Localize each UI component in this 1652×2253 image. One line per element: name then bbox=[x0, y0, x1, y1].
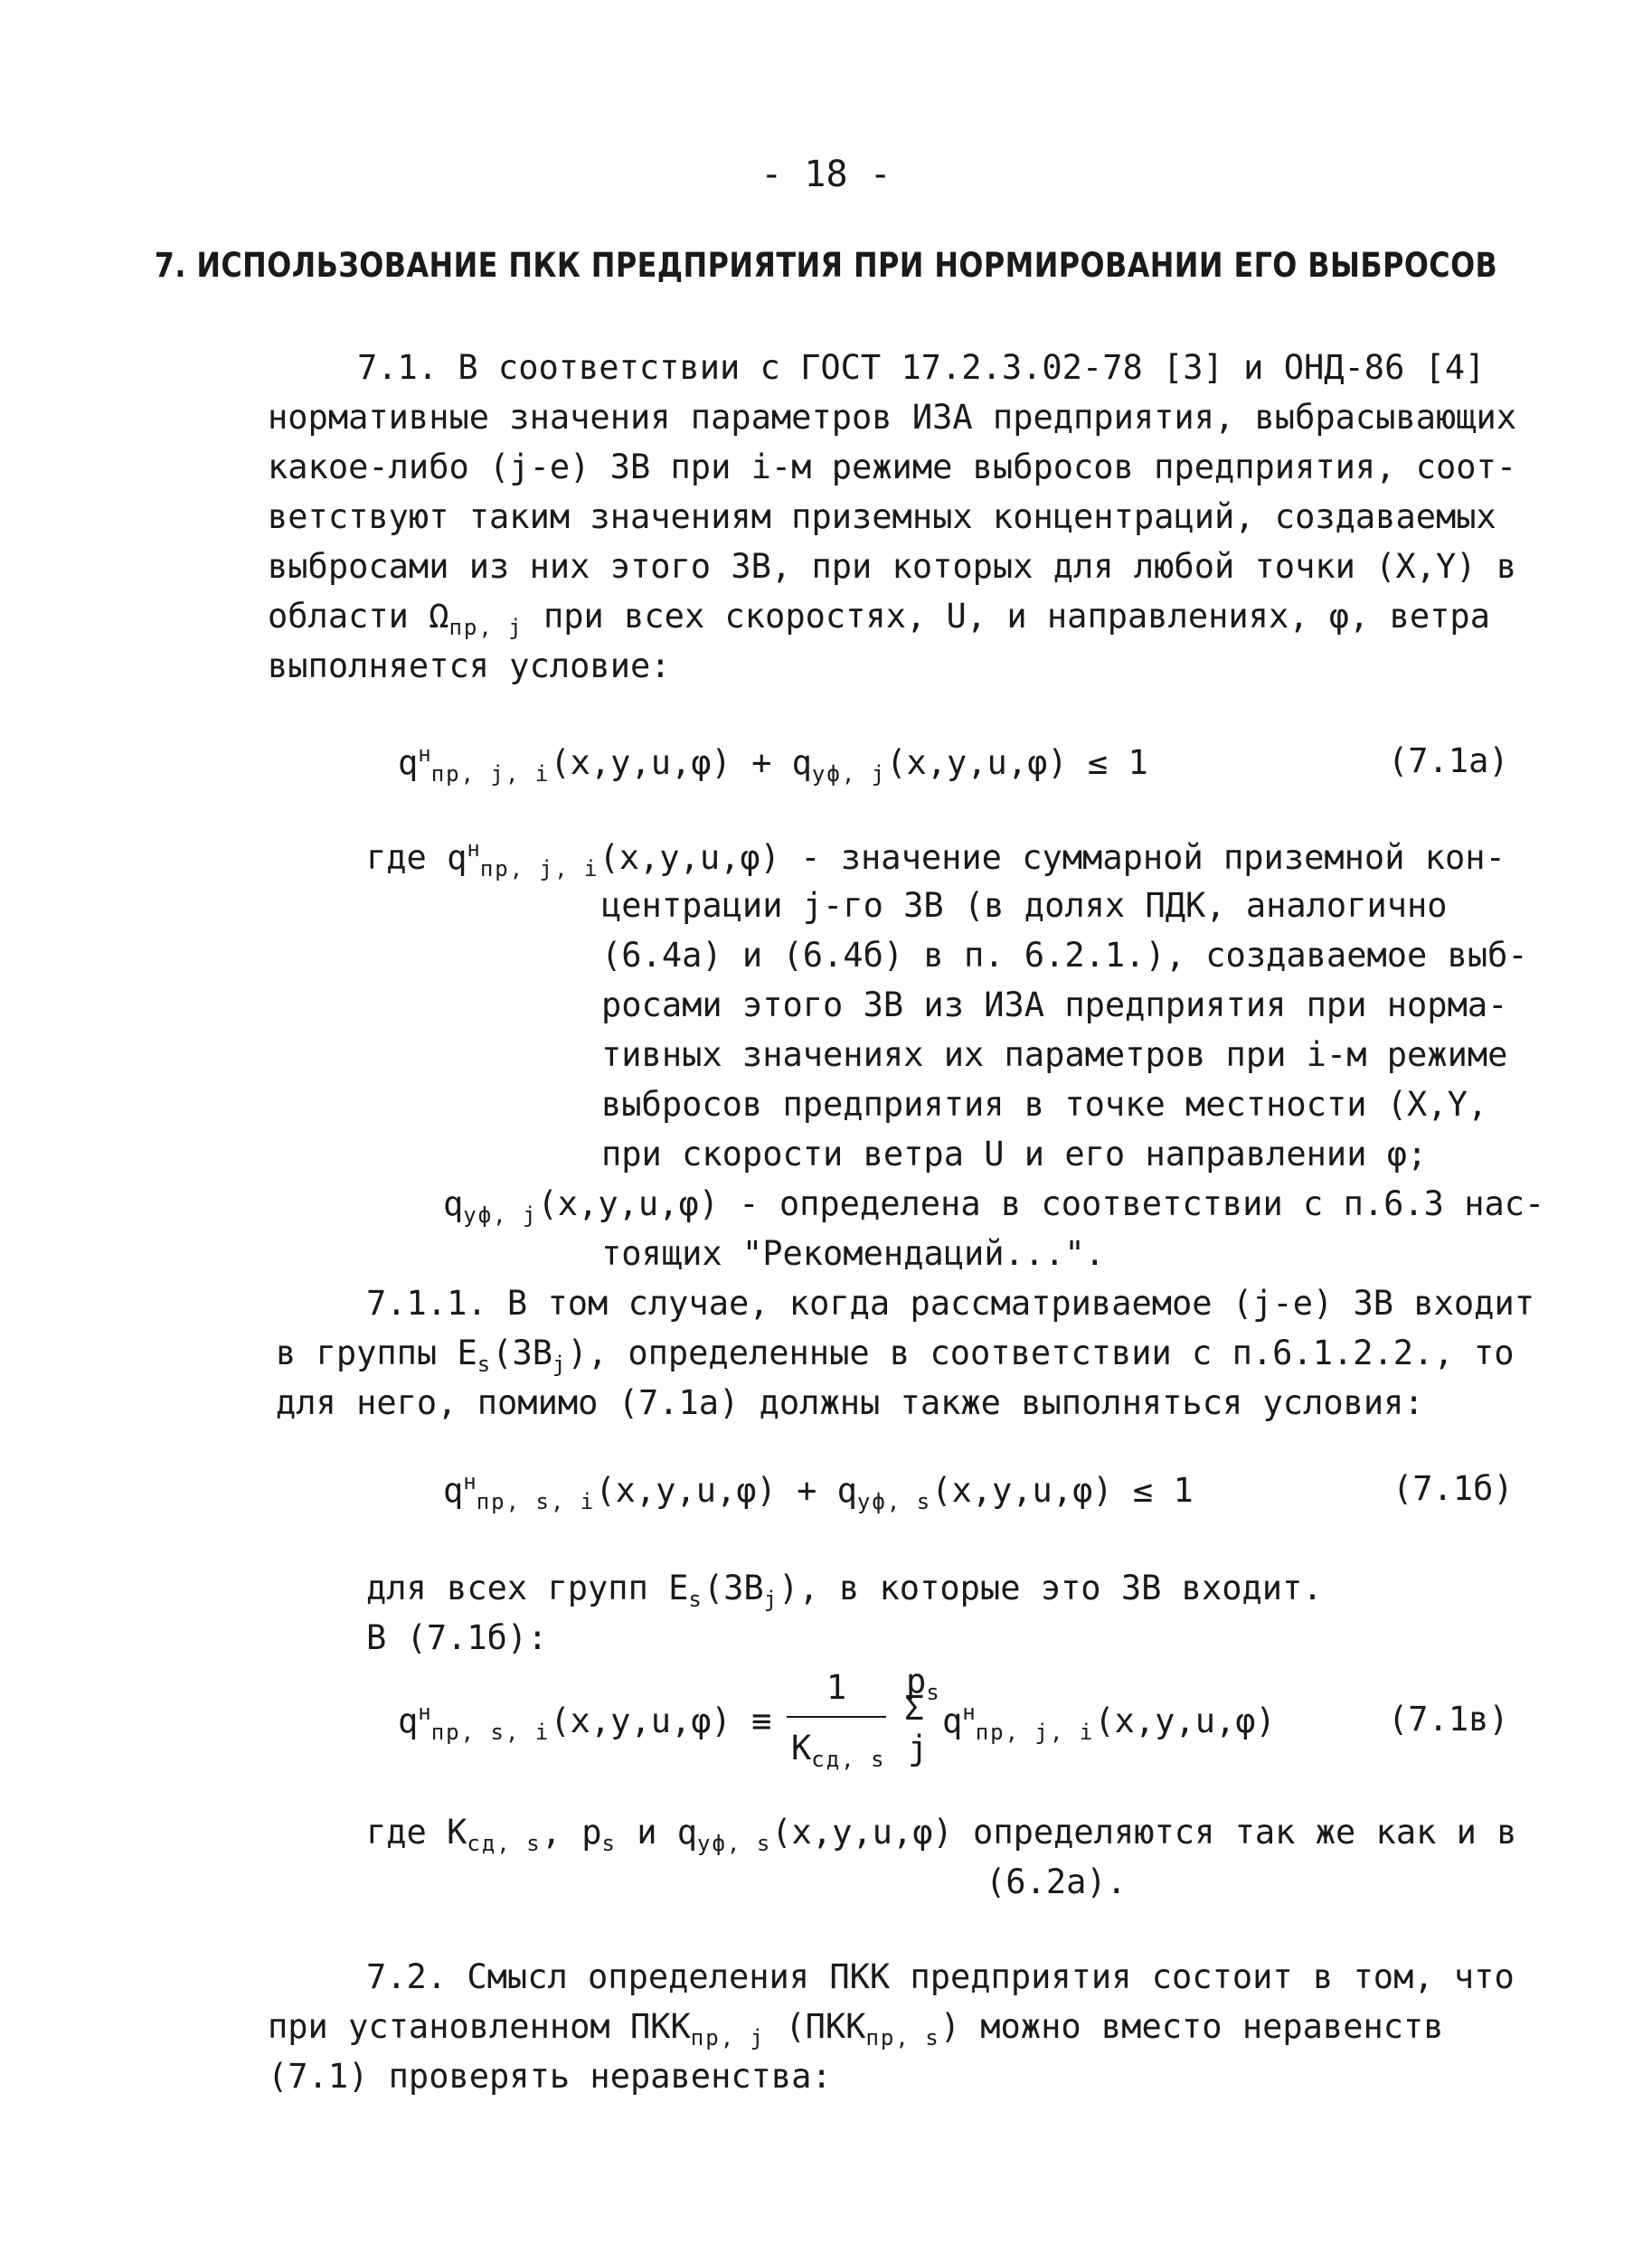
p711-l2-sub1: s bbox=[477, 1352, 493, 1377]
eq71a-plus: + q bbox=[731, 743, 812, 782]
where2-l1-c: и q bbox=[616, 1813, 698, 1852]
p72-l2-sub2: пр, s bbox=[865, 2025, 940, 2050]
p72-l2-sub1: пр, j bbox=[690, 2025, 766, 2050]
eq71v-q2: q bbox=[942, 1702, 963, 1740]
eq71a-q: q bbox=[398, 743, 419, 782]
page-number: - 18 - bbox=[760, 154, 892, 195]
eq71v-sub2: пр, j, i bbox=[975, 1720, 1095, 1745]
eq71v-sum-top-p: p bbox=[906, 1662, 927, 1701]
equation-7-1b-number: (7.1б) bbox=[1392, 1469, 1514, 1508]
where1-line-9: тоящих "Рекомендаций...". bbox=[601, 1234, 1105, 1273]
where1-l8-sub: уф, j bbox=[463, 1202, 538, 1228]
where2-l1-sub2: s bbox=[601, 1831, 617, 1856]
equation-7-1v-right bbox=[942, 1700, 1276, 1745]
p711-l2-a: в группы E bbox=[276, 1334, 477, 1372]
eq71v-sup: н bbox=[418, 1700, 431, 1725]
eq71b-sup: н bbox=[463, 1469, 477, 1494]
eq71a-sub2: уф, j bbox=[811, 761, 887, 787]
where2-l1-b: , p bbox=[541, 1813, 602, 1852]
p71-line-5: выбросами из них этого ЗВ, при которых для любой точки (X,Y) в bbox=[268, 547, 1517, 586]
p71-line-4: ветствуют таким значениям приземных концентраций, создаваемых bbox=[268, 497, 1496, 536]
eq71v-sub1: пр, s, i bbox=[430, 1720, 551, 1745]
after71b-l1-sub2: j bbox=[763, 1587, 779, 1612]
p72-l2-b: (ПКК bbox=[765, 2007, 866, 2046]
where1-l8-a: q bbox=[443, 1184, 464, 1223]
where1-line-2: центрации j-го ЗВ (в долях ПДК, аналогично bbox=[601, 886, 1448, 925]
eq71v-sum-sign: Σ bbox=[904, 1689, 925, 1728]
where1-lead: где q bbox=[366, 838, 467, 877]
eq71a-sup: н bbox=[418, 741, 431, 767]
eq71v-q: q bbox=[398, 1702, 419, 1740]
after71b-l1-b: (ЗВ bbox=[703, 1569, 764, 1607]
p71-line-6 bbox=[268, 597, 1490, 640]
eq71a-sub1: пр, j, i bbox=[430, 761, 551, 787]
where1-line-3: (6.4а) и (6.4б) в п. 6.2.1.), создаваемое выб- bbox=[601, 936, 1528, 975]
p72-l2-a: при установленном ПКК bbox=[268, 2007, 691, 2046]
p711-l2-c: ), определенные в соответствии с п.6.1.2.2., то bbox=[567, 1334, 1515, 1372]
where2-l1-d: (x,y,u,φ) определяются так же как и в bbox=[771, 1813, 1517, 1852]
eq71v-den-sub: сд, s bbox=[811, 1747, 886, 1772]
after71b-l1-sub1: s bbox=[688, 1587, 703, 1612]
where1-sup: н bbox=[467, 836, 480, 862]
where1-line-4: росами этого ЗВ из ИЗА предприятия при норма- bbox=[601, 985, 1508, 1024]
p711-l2-sub2: j bbox=[552, 1352, 568, 1377]
where1-line-8 bbox=[443, 1184, 1544, 1228]
p72-l2-c: ) можно вместо неравенств bbox=[939, 2007, 1444, 2046]
where2-l1-sub1: сд, s bbox=[467, 1831, 542, 1856]
where1-line-1 bbox=[366, 836, 1506, 881]
p711-line-3: для него, помимо (7.1а) должны также выполняться условия: bbox=[276, 1383, 1424, 1422]
p71-line-6-b: при всех скоростях, U, и направлениях, φ, ветра bbox=[523, 597, 1490, 636]
after71b-l1-a: для всех групп E bbox=[366, 1569, 689, 1607]
where1-line-5: тивных значениях их параметров при i-м режиме bbox=[601, 1035, 1508, 1074]
eq71b-plus: + q bbox=[776, 1471, 857, 1510]
p71-line-7: выполняется условие: bbox=[268, 646, 671, 685]
where2-l1-sub3: уф, s bbox=[697, 1831, 772, 1856]
eq71b-args1: (x,y,u,φ) bbox=[595, 1471, 777, 1510]
eq71b-sub2: уф, s bbox=[856, 1489, 932, 1514]
p711-line-1: 7.1.1. В том случае, когда рассматриваемое (j-е) ЗВ входит bbox=[366, 1284, 1535, 1323]
where2-line-2: (6.2а). bbox=[986, 1862, 1127, 1901]
where1-rest: (x,y,u,φ) - значение суммарной приземной кон- bbox=[599, 838, 1506, 877]
equation-7-1b bbox=[443, 1469, 1194, 1514]
eq71v-args1: (x,y,u,φ) ≡ bbox=[550, 1702, 772, 1740]
equation-7-1v-number: (7.1в) bbox=[1388, 1700, 1509, 1739]
eq71b-sub1: пр, s, i bbox=[476, 1489, 596, 1514]
eq71v-denominator bbox=[791, 1729, 886, 1772]
where2-l1-a: где K bbox=[366, 1813, 467, 1852]
eq71a-args1: (x,y,u,φ) bbox=[550, 743, 732, 782]
eq71b-args2: (x,y,u,φ) ≤ 1 bbox=[931, 1471, 1194, 1510]
p71-line-6-a: области Ω bbox=[268, 597, 449, 636]
after71b-line-2: В (7.1б): bbox=[366, 1618, 548, 1657]
section-heading: 7. ИСПОЛЬЗОВАНИЕ ПКК ПРЕДПРИЯТИЯ ПРИ НОРМИРОВАНИИ ЕГО ВЫБРОСОВ bbox=[154, 246, 1498, 285]
p71-line-6-sub: пр, j bbox=[448, 615, 524, 640]
after71b-line-1 bbox=[366, 1569, 1323, 1612]
where2-line-1 bbox=[366, 1813, 1517, 1856]
eq71v-sup2: н bbox=[962, 1700, 976, 1725]
after71b-l1-c: ), в которые это ЗВ входит. bbox=[779, 1569, 1323, 1607]
where1-sub: пр, j, i bbox=[479, 856, 599, 881]
equation-7-1a-number: (7.1а) bbox=[1388, 741, 1509, 780]
equation-7-1a bbox=[398, 741, 1148, 787]
p711-line-2 bbox=[276, 1334, 1514, 1377]
eq71v-numerator: 1 bbox=[826, 1668, 847, 1707]
eq71v-args2: (x,y,u,φ) bbox=[1094, 1702, 1276, 1740]
p72-line-3: (7.1) проверять неравенства: bbox=[268, 2057, 832, 2096]
eq71b-q: q bbox=[443, 1471, 464, 1510]
eq71v-sum-bottom: j bbox=[908, 1729, 929, 1768]
where1-l8-b: (x,y,u,φ) - определена в соответствии с п.6.3 нас- bbox=[537, 1184, 1545, 1223]
equation-7-1v-left bbox=[398, 1700, 771, 1745]
p71-line-3: какое-либо (j-е) ЗВ при i-м режиме выбросов предприятия, соот- bbox=[268, 448, 1517, 486]
p72-line-1: 7.2. Смысл определения ПКК предприятия состоит в том, что bbox=[366, 1957, 1515, 1996]
p711-l2-b: (ЗВ bbox=[492, 1334, 553, 1372]
eq71v-den-k: K bbox=[791, 1729, 812, 1768]
where1-line-7: при скорости ветра U и его направлении φ; bbox=[601, 1135, 1428, 1174]
eq71a-args2: (x,y,u,φ) ≤ 1 bbox=[886, 743, 1148, 782]
p71-line-1: 7.1. В соответствии с ГОСТ 17.2.3.02-78 [3] и ОНД-86 [4] bbox=[357, 348, 1486, 387]
p72-line-2 bbox=[268, 2007, 1444, 2050]
p71-line-2: нормативные значения параметров ИЗА предприятия, выбрасывающих bbox=[268, 398, 1517, 437]
eq71v-sum-top-sub: s bbox=[926, 1680, 941, 1705]
where1-line-6: выбросов предприятия в точке местности (X,Y, bbox=[601, 1085, 1488, 1124]
eq71v-fraction-bar bbox=[787, 1716, 886, 1718]
